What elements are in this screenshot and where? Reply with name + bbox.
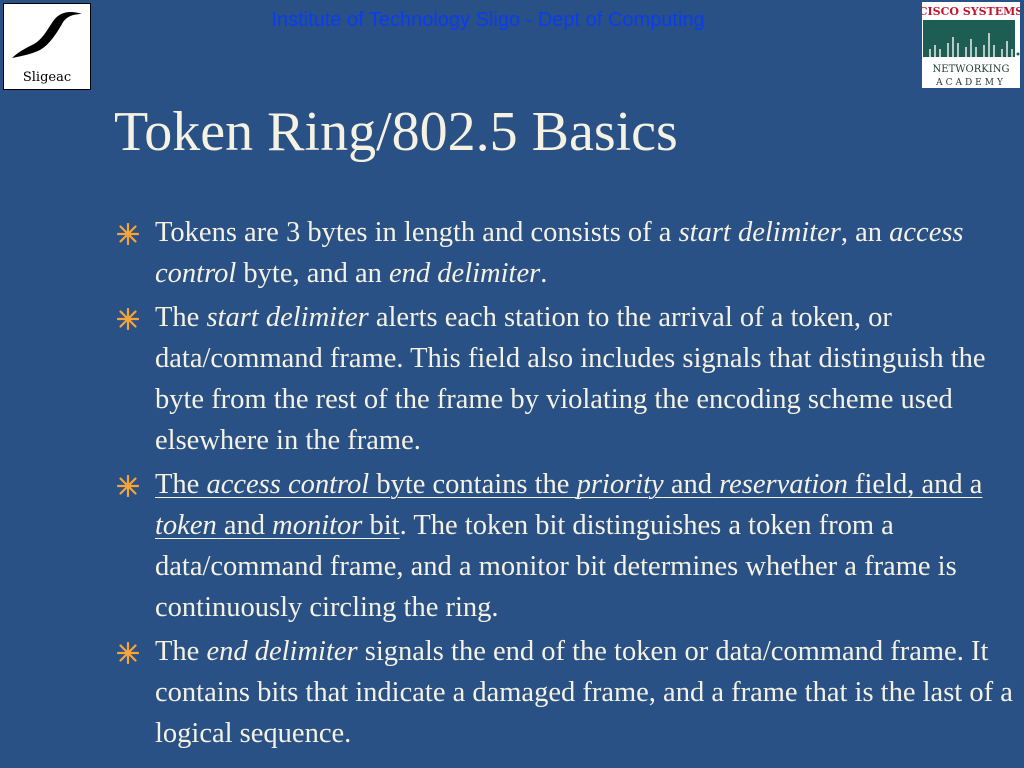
sunburst-bullet-icon xyxy=(117,642,139,664)
cisco-academy-logo xyxy=(922,2,1020,88)
cisco-logo-line1: CISCO SYSTEMS xyxy=(922,5,1020,18)
underlined-text: The access control byte contains the priority and reservation field, and a token and monitor bit xyxy=(155,469,983,541)
sunburst-bullet-icon xyxy=(117,223,139,245)
bullet-4-text: The end delimiter signals the end of the token or data/command frame. It contains bits that indicate a damaged frame, and a frame that is the last of a logical sequence. xyxy=(155,636,1013,749)
bullet-item xyxy=(117,297,1017,461)
swan-icon xyxy=(12,12,82,58)
sunburst-bullet-icon xyxy=(117,475,139,497)
bullet-item xyxy=(117,212,1017,294)
bullet-item xyxy=(117,631,1017,754)
sunburst-bullet-icon xyxy=(117,308,139,330)
bullet-item xyxy=(117,464,1017,628)
header-text: Institute of Technology Sligo - Dept of Computing xyxy=(271,9,705,31)
cisco-logo-line2: NETWORKING xyxy=(932,64,1010,75)
sligo-logo xyxy=(3,3,91,90)
bullet-2-text: The start delimiter alerts each station to the arrival of a token, or data/command frame. This field also includes signals that distinguish the byte from the rest of the frame by violating the encoding scheme used elsewhere in the frame. xyxy=(155,302,986,456)
bullet-list xyxy=(117,212,1017,757)
slide-title: Token Ring/802.5 Basics xyxy=(114,101,678,163)
bullet-3-text: The access control byte contains the priority and reservation field, and a token and monitor bit. The token bit distinguishes a token from a data/command frame, and a monitor bit determines whether a frame is continuously circling the ring. xyxy=(155,469,983,623)
sligo-logo-text: Sligeac xyxy=(22,70,72,85)
bullet-1-text: Tokens are 3 bytes in length and consists of a start delimiter, an access control byte, and an end delimiter. xyxy=(155,217,964,289)
cisco-logo-line3: ACADEMY xyxy=(936,78,1006,88)
